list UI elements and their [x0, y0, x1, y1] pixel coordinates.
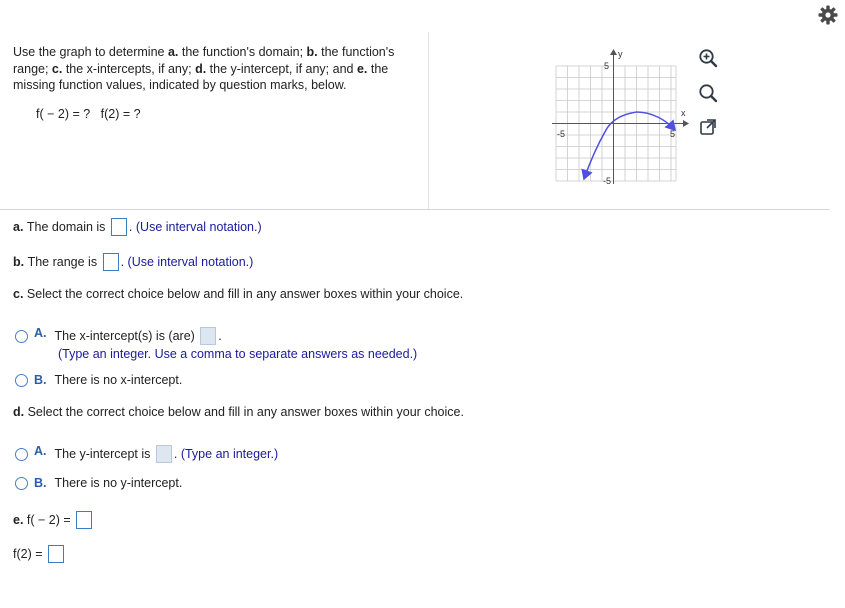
f-2-answer-box[interactable]: [48, 545, 64, 563]
part-b-row: b. The range is . (Use interval notation.): [13, 255, 254, 269]
tick-label-x-left: -5: [557, 129, 566, 139]
vertical-divider: [428, 32, 429, 210]
y-intercept-option-b-radio[interactable]: [15, 477, 28, 490]
function-graph: [540, 44, 690, 189]
horizontal-divider: [0, 209, 830, 210]
part-e-row-1: e. f( − 2) =: [13, 510, 94, 530]
x-axis-label: x: [681, 108, 686, 118]
tick-label-y-top: 5: [604, 61, 610, 71]
y-intercept-answer-box[interactable]: [156, 445, 172, 463]
part-d-option-b[interactable]: B. There is no y-intercept.: [15, 475, 182, 491]
part-c-option-a[interactable]: A. The x-intercept(s) is (are) .: [15, 326, 222, 346]
part-b-text: The range is: [27, 255, 98, 269]
function-curve: [584, 112, 637, 179]
part-a-tag: a.: [13, 220, 24, 234]
part-a-hint: (Use interval notation.): [135, 220, 262, 234]
x-intercept-answer-box[interactable]: [200, 327, 216, 345]
popout-icon[interactable]: [697, 116, 719, 138]
part-e-row-2: f(2) =: [13, 544, 66, 564]
part-a-text: The domain is: [26, 220, 106, 234]
function-curve-right: [637, 112, 676, 130]
domain-answer-box[interactable]: [111, 218, 127, 236]
y-intercept-option-a-radio[interactable]: [15, 448, 28, 461]
zoom-out-icon[interactable]: [697, 82, 719, 104]
x-intercept-option-b-radio[interactable]: [15, 374, 28, 387]
f-neg2-answer-box[interactable]: [76, 511, 92, 529]
part-d-option-a[interactable]: A. The y-intercept is . (Type an integer.): [15, 444, 278, 464]
part-b-tag: b.: [13, 255, 25, 269]
x-intercept-option-a-radio[interactable]: [15, 330, 28, 343]
part-d-instruction: d. Select the correct choice below and fill in any answer boxes within your choice.: [13, 405, 464, 419]
part-c-instruction: c. Select the correct choice below and fill in any answer boxes within your choice.: [13, 287, 464, 301]
y-axis-label: y: [618, 49, 623, 59]
part-c-option-a-hint: (Type an integer. Use a comma to separate answers as needed.): [58, 347, 418, 361]
tick-label-x-right: 5: [670, 129, 676, 139]
settings-gear-icon[interactable]: [817, 4, 839, 26]
tick-label-y-bottom: -5: [603, 176, 612, 186]
zoom-in-icon[interactable]: [697, 47, 719, 69]
function-values-prompt: f( − 2) = ? f(2) = ?: [36, 107, 141, 121]
question-text: Use the graph to determine a. the function's domain; b. the function's range; c. the x-intercepts, if any; d. the y-intercept, if any; and e. the missing function values, indicated by question marks, below.: [13, 45, 395, 92]
range-answer-box[interactable]: [103, 253, 119, 271]
part-c-option-b[interactable]: B. There is no x-intercept.: [15, 372, 182, 388]
part-b-hint: (Use interval notation.): [127, 255, 254, 269]
part-a-row: a. The domain is . (Use interval notation.): [13, 220, 262, 234]
